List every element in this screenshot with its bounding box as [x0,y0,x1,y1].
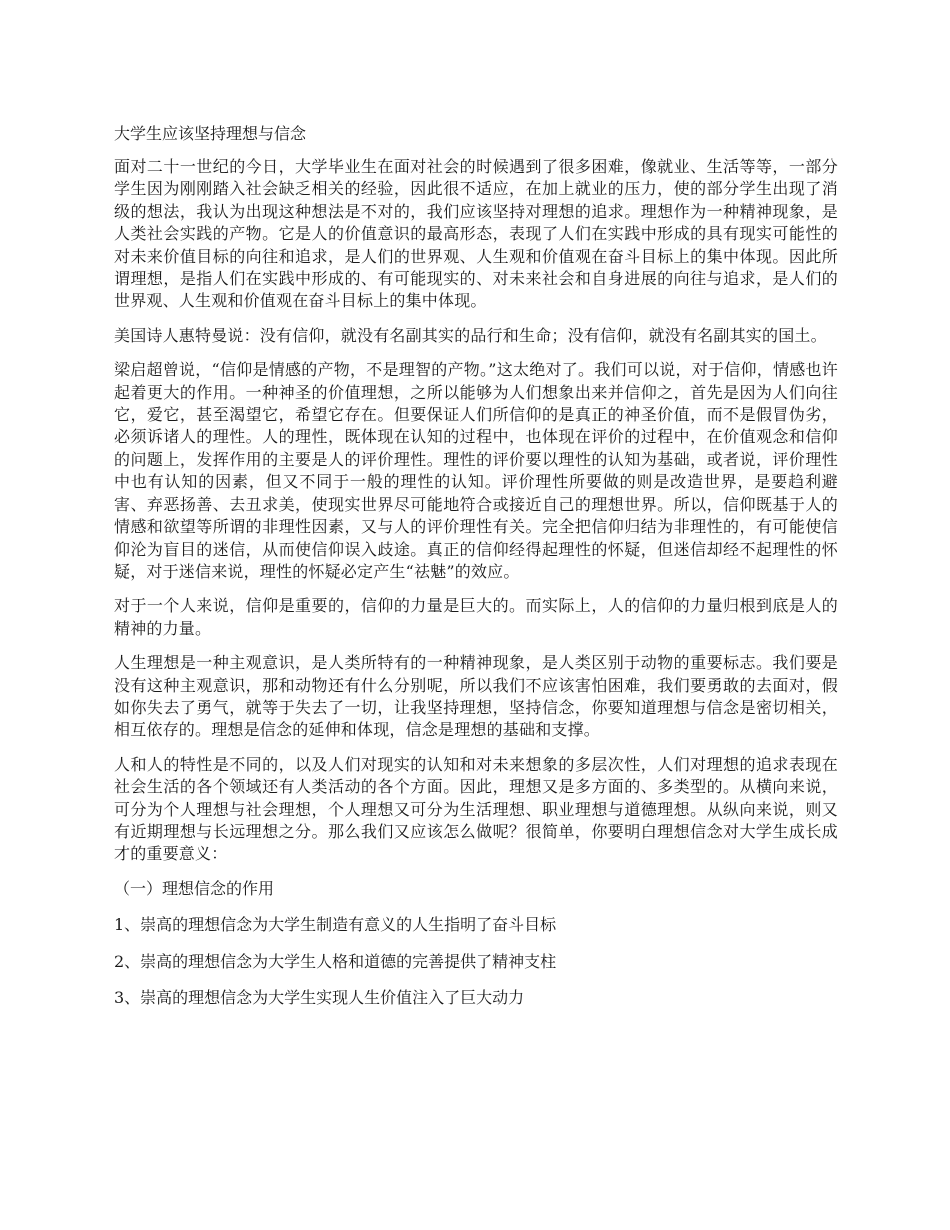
section-heading: （一）理想信念的作用 [114,878,275,898]
paragraph-life-ideal: 人生理想是一种主观意识，是人类所特有的一种精神现象，是人类区别于动物的重要标志。我们要是没有这种主观意识，那和动物还有什么分别呢，所以我们不应该害怕困难，我们要勇敢的去面对，假如你失去了勇气，就等于失去了一切，让我坚持理想，坚持信念，你要知道理想与信念是密切相关，相互依存的。理想是信念的延伸和体现，信念是理想的基础和支撑。 [114,653,838,740]
list-item: 1、崇高的理想信念为大学生制造有意义的人生指明了奋斗目标 [114,915,557,935]
paragraph-whitman-quote: 美国诗人惠特曼说：没有信仰，就没有名副其实的品行和生命；没有信仰，就没有名副其实的国土。 [114,325,827,345]
list-item: 2、崇高的理想信念为大学生人格和道德的完善提供了精神支柱 [114,951,557,971]
paragraph-types-of-ideal: 人和人的特性是不同的，以及人们对现实的认知和对未来想象的多层次性，人们对理想的追求表现在社会生活的各个领域还有人类活动的各个方面。因此，理想又是多方面的、多类型的。从横向来说，可分为个人理想与社会理想，个人理想又可分为生活理想、职业理想与道德理想。从纵向来说，则又有近期理想与长远理想之分。那么我们又应该怎么做呢？很简单，你要明白理想信念对大学生成长成才的重要意义： [114,754,838,864]
list-item: 3、崇高的理想信念为大学生实现人生价值注入了巨大动力 [114,988,525,1007]
document-title: 大学生应该坚持理想与信念 [114,124,307,143]
document-page [114,122,838,1023]
paragraph-liang-qichao: 梁启超曾说，“信仰是情感的产物，不是理智的产物。”这太绝对了。我们可以说，对于信仰，情感也许起着更大的作用。一种神圣的价值理想，之所以能够为人们想象出来并信仰之，首先是因为人们向往它，爱它，甚至渴望它，希望它存在。但要保证人们所信仰的是真正的神圣价值，而不是假冒伪劣，必须诉诸人的理性。人的理性，既体现在认知的过程中，也体现在评价的过程中，在价值观念和信仰的问题上，发挥作用的主要是人的评价理性。理性的评价要以理性的认知为基础，或者说，评价理性中也有认知的因素，但又不同于一般的理性的认知。评价理性所要做的则是改造世界，是要趋利避害、弃恶扬善、去丑求美，使现实世界尽可能地符合或接近自己的理想世界。所以，信仰既基于人的情感和欲望等所谓的非理性因素，又与人的评价理性有关。完全把信仰归结为非理性的，有可能使信仰沦为盲目的迷信，从而使信仰误入歧途。真正的信仰经得起理性的怀疑，但迷信却经不起理性的怀疑，对于迷信来说，理性的怀疑必定产生“祛魅”的效应。 [114,360,838,581]
paragraph-power-of-belief: 对于一个人来说，信仰是重要的，信仰的力量是巨大的。而实际上，人的信仰的力量归根到底是人的精神的力量。 [114,596,838,638]
paragraph-intro: 面对二十一世纪的今日，大学毕业生在面对社会的时候遇到了很多困难，像就业、生活等等，一部分学生因为刚刚踏入社会缺乏相关的经验，因此很不适应，在加上就业的压力，使的部分学生出现了消级的想法，我认为出现这种想法是不对的，我们应该坚持对理想的追求。理想作为一种精神现象，是人类社会实践的产物。它是人的价值意识的最高形态，表现了人们在实践中形成的具有现实可能性的对未来价值目标的向往和追求，是人们的世界观、人生观和价值观在奋斗目标上的集中体现。因此所谓理想，是指人们在实践中形成的、有可能现实的、对未来社会和自身进展的向往与追求，是人们的世界观、人生观和价值观在奋斗目标上的集中体现。 [114,157,838,311]
